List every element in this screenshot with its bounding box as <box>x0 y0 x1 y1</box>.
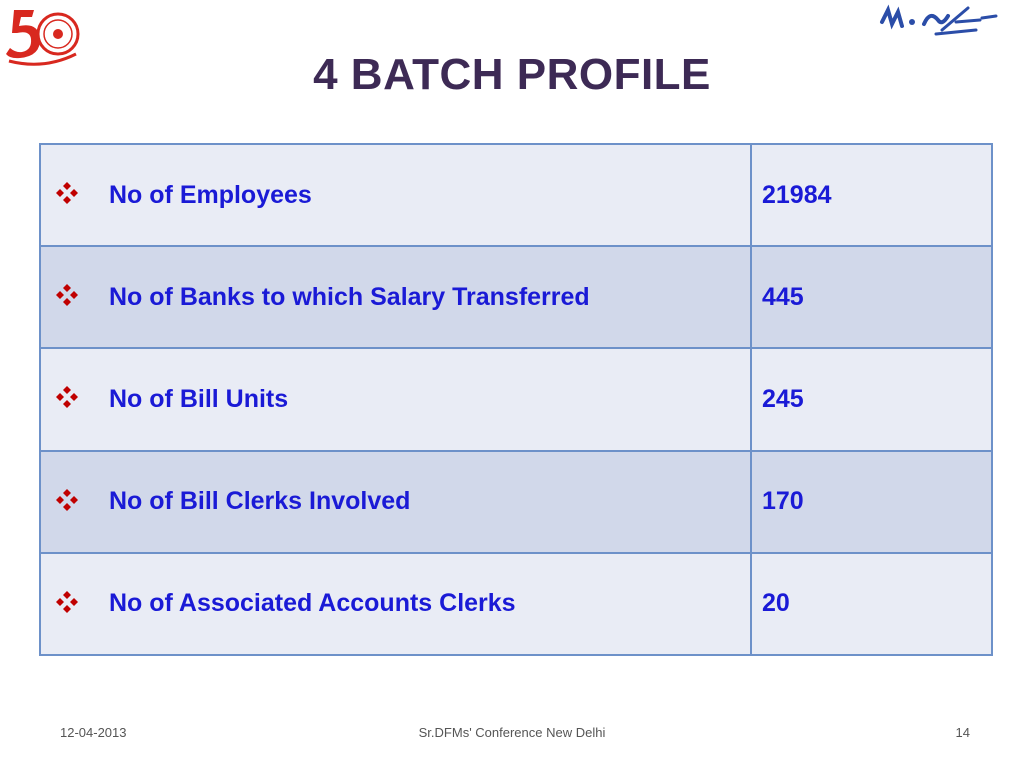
row-label: No of Bill Units <box>109 384 289 413</box>
row-label-cell <box>40 246 751 348</box>
table-row <box>40 348 992 450</box>
row-label: No of Associated Accounts Clerks <box>109 589 516 618</box>
page-number: 14 <box>955 725 970 740</box>
diamond-bullet-icon <box>55 181 79 205</box>
row-label-cell <box>40 144 751 246</box>
row-label: No of Banks to which Salary Transferred <box>109 282 590 311</box>
table-row <box>40 144 992 246</box>
row-value: 245 <box>751 348 992 450</box>
row-value: 170 <box>751 451 992 553</box>
row-label-cell <box>40 348 751 450</box>
slide-title: 4 BATCH PROFILE <box>313 50 711 99</box>
row-label: No of Employees <box>109 180 312 209</box>
table-row <box>40 451 992 553</box>
batch-profile-table <box>39 143 993 656</box>
table-row <box>40 553 992 655</box>
row-label-cell <box>40 553 751 655</box>
diamond-bullet-icon <box>55 385 79 409</box>
row-label: No of Bill Clerks Involved <box>109 487 411 516</box>
footer-date: 12-04-2013 <box>60 725 127 740</box>
signature-logo-icon <box>876 2 1000 42</box>
diamond-bullet-icon <box>55 590 79 614</box>
row-value: 20 <box>751 553 992 655</box>
table-row <box>40 246 992 348</box>
diamond-bullet-icon <box>55 488 79 512</box>
row-label-cell <box>40 451 751 553</box>
diamond-bullet-icon <box>55 283 79 307</box>
footer-conference: Sr.DFMs' Conference New Delhi <box>418 725 606 740</box>
row-value: 445 <box>751 246 992 348</box>
row-value: 21984 <box>751 144 992 246</box>
